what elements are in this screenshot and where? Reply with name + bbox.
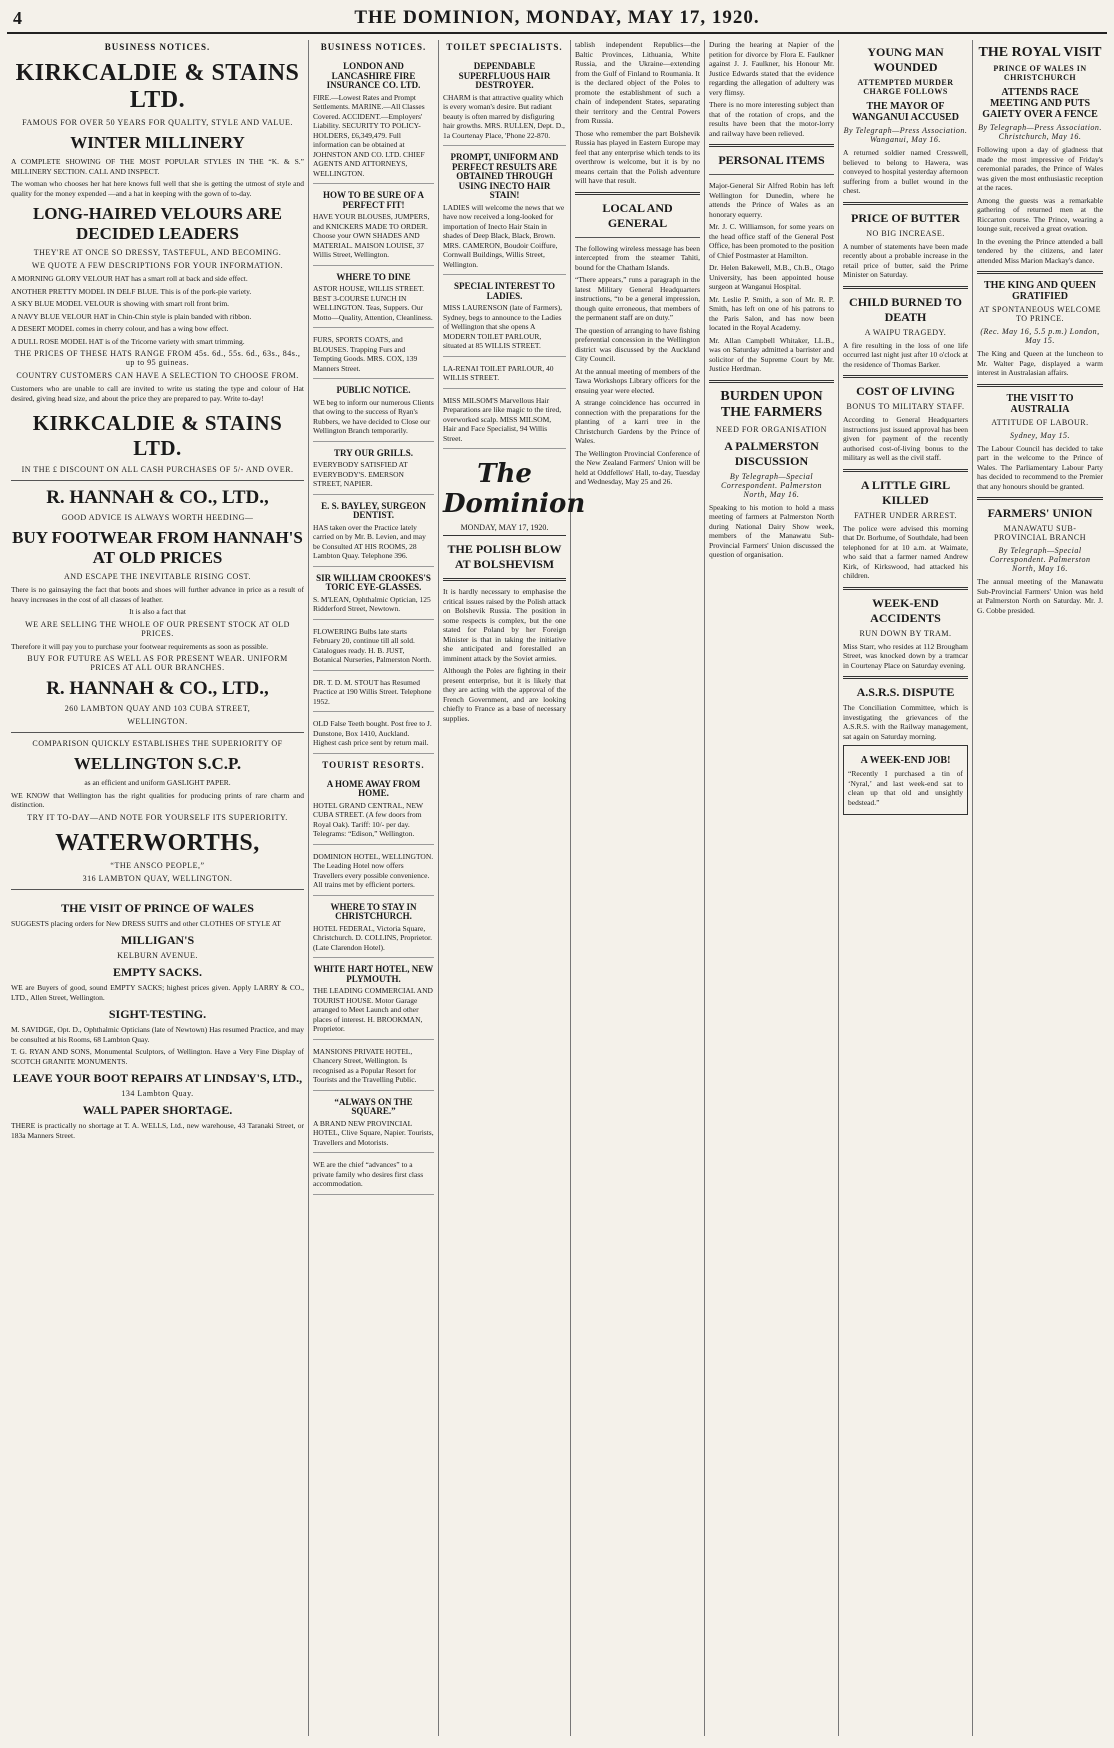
ad-hannah-text: Therefore it will pay you to purchase your footwear requirements as soon as possible.	[11, 641, 269, 651]
ad-hannah-text: There is no gainsaying the fact that boots and shoes will further advance in price as a result of heavy increases in the cost of all classes of leather.	[11, 585, 304, 604]
news-item: During the hearing at Napier of the petition for divorce by Flora E. Faulkner against J. J. Faulkner, his Honour Mr. Justice Edwards stated that the evidence regarding the allegation of adultery was very flimsy.	[709, 40, 834, 97]
ad-text: S. M'LEAN, Ophthalmic Optician, 125 Ridderford Street, Newtown.	[313, 594, 431, 613]
burden-sub: NEED FOR ORGANISATION	[716, 424, 827, 434]
ad-grand-central	[313, 776, 434, 845]
ad-title: WHITE HART HOTEL, NEW PLYMOUTH.	[313, 964, 434, 984]
ad-laurenson	[443, 278, 566, 357]
ad-advances	[313, 1156, 434, 1195]
news-item: Major-General Sir Alfred Robin has left Wellington for Dunedin, where he attends the Prince of Wales as an honorary equerry.	[709, 181, 834, 219]
ad-hannah-city: WELLINGTON.	[127, 717, 188, 726]
ad-blouses	[313, 187, 434, 266]
ad-kirkcaldie-title-2: KIRKCALDIE & STAINS LTD.	[32, 411, 283, 460]
ad-sight-text: M. SAVIDGE, Opt. D., Ophthalmic Opticians (late of Newtown) Has resumed Practice, and may be consulted at his Rooms, 68 Lambton Quay.	[11, 1025, 304, 1044]
column-personal-items	[705, 40, 839, 1736]
girl-heading: A LITTLE GIRL KILLED	[860, 477, 951, 507]
news-item: Mr. J. C. Williamson, for some years on the head office staff of the General Post Office, has been promoted to the position of Chief Postmaster at Hamilton.	[709, 222, 834, 260]
news-item: A strange coincidence has occurred in connection with the preparations for the planting of a karri tree in the Christchurch Gardens by the Prince of Wales.	[575, 398, 700, 445]
editorial-text: It is hardly necessary to emphasise the critical issues raised by the Polish attack on Bolshevik Russia. The position in some respects is complex, but the one stated for Poland by her Foreign Minister is that in taking the initiative she anticipated and forestalled an imminent attack by the Soviet armies.	[443, 587, 566, 663]
newspaper-page	[7, 6, 1107, 1736]
king-heading: THE KING AND QUEEN GRATIFIED	[984, 280, 1096, 302]
ad-dominion-hotel	[313, 848, 434, 896]
ad-text: DR. T. D. M. STOUT has Resumed Practice at 190 Willis Street. Telephone 1952.	[313, 677, 432, 706]
ad-kirkcaldie-country: COUNTRY CUSTOMERS CAN HAVE A SELECTION TO CHOOSE FROM.	[16, 371, 299, 380]
ad-text: ASTOR HOUSE, WILLIS STREET. BEST 3-COURSE LUNCH IN WELLINGTON. Teas, Suppers. Our Motto—Quality, Attention, Cleanliness.	[313, 284, 433, 322]
wounded-sub: ATTEMPTED MURDER CHARGE FOLLOWS	[857, 78, 954, 96]
newspaper-title: THE DOMINION, MONDAY, MAY 17, 1920.	[354, 7, 760, 28]
cost-sub: BONUS TO MILITARY STAFF.	[846, 402, 965, 411]
visit-sub: PRINCE OF WALES IN CHRISTCHURCH	[993, 64, 1087, 82]
news-item: A fire resulting in the loss of one life occurred last night just after 10 o'clock at the residence of Thomas Barker.	[843, 340, 968, 369]
burden-byline: By Telegraph—Special Correspondent. Palmerston North, May 16.	[720, 471, 823, 499]
editorial-text: Those who remember the part Bolshevik Russia has played in Eastern Europe may feel that any enterprise which tends to its overthrow is welcome, but it is by no means certain that the Polish adventure will have that result.	[575, 128, 700, 185]
ad-bulbs	[313, 623, 434, 671]
ad-christchurch	[313, 899, 434, 959]
news-item: Dr. Helen Bakewell, M.B., Ch.B., Otago University, has been appointed house surgeon at Wanganui Hospital.	[709, 263, 834, 291]
list-item: A SKY BLUE MODEL VELOUR is showing with smart roll front brim.	[11, 299, 230, 308]
ad-lindsay-address: 134 Lambton Quay.	[121, 1089, 194, 1098]
ad-title: LONDON AND LANCASHIRE FIRE INSURANCE CO. LTD.	[326, 61, 421, 90]
ad-text: OLD False Teeth bought. Post free to J. Dunstone, Box 1410, Auckland. Highest cash price sent by return mail.	[313, 719, 432, 747]
farmers-byline: By Telegraph—Special Correspondent. Palmerston North, May 16.	[989, 546, 1091, 573]
ad-kirkcaldie-caption: THEY'RE AT ONCE SO DRESSY, TASTEFUL, AND BECOMING.	[33, 248, 282, 257]
news-item: “There appears,” runs a paragraph in the latest Military General Headquarters instructions, “to be a general impression, though quite erroneous, that members of the permanent staff are on duty.”	[575, 275, 700, 322]
local-general-heading: LOCAL AND GENERAL	[602, 200, 673, 230]
ad-napier	[313, 1094, 434, 1154]
news-item: Following upon a day of gladness that made the most impressive of Friday's ceremonial parades, the Prince of Wales was given the most enthusiastic reception at the races.	[977, 145, 1103, 192]
week-sub: RUN DOWN BY TRAM.	[859, 628, 952, 638]
news-item: At the annual meeting of members of the Tawa Workshops Library officers for the ensuing year were elected.	[575, 366, 700, 395]
ad-milligan-text: SUGGESTS placing orders for New DRESS SUITS and other CLOTHES OF STYLE AT	[11, 918, 281, 928]
ad-title: HOW TO BE SURE OF A PERFECT FIT!	[323, 190, 424, 210]
column-business-notices-1	[7, 40, 309, 1736]
ad-ryan-text: T. G. RYAN AND SONS, Monumental Sculptors, of Wellington. Have a Very Fine Display of SCOTCH GRANITE MONUMENTS.	[11, 1047, 304, 1066]
list-item: A MORNING GLORY VELOUR HAT has a smart roll at back and side effect.	[11, 274, 248, 283]
ad-text: “Recently I purchased a tin of ‘Nyral,’ and last week-end sat to clean up that old and unsightly bedstead.”	[848, 769, 963, 807]
visit-heading: THE ROYAL VISIT	[978, 45, 1102, 60]
editorial-text: tablish independent Republics—the Baltic Provinces, Lithuania, White Russia, and the Ukraine—extending from the Gulf of Finland to Roumania. It is the declared object of the Poles to promote the establishment of such a chain of independent States, separating their territory and the Central Powers from Russia.	[575, 40, 700, 125]
news-item: According to General Headquarters instructions just issued approval has been given for payment of the recently authorised cost-of-living bonus to the military as well as the civil staff.	[843, 415, 968, 462]
ad-kirkcaldie-text: A COMPLETE SHOWING OF THE MOST POPULAR STYLES IN THE “K. & S.” MILLINERY SECTION. CALL AND INSPECT.	[11, 157, 304, 176]
ad-hannah-tagline: GOOD ADVICE IS ALWAYS WORTH HEEDING—	[61, 513, 254, 522]
ad-text: HOTEL FEDERAL, Victoria Square, Christchurch. D. COLLINS, Proprietor. (Late Clarendon Hotel).	[313, 923, 432, 952]
section-heading: TOURIST RESORTS.	[322, 759, 425, 770]
ad-eyeglasses	[313, 570, 434, 620]
aus-sub: ATTITUDE OF LABOUR.	[991, 417, 1089, 427]
ad-kirkcaldie-title: KIRKCALDIE & STAINS LTD.	[15, 60, 300, 113]
column-local-general	[571, 40, 705, 1736]
ad-kirkcaldie-caption: WE QUOTE A FEW DESCRIPTIONS FOR YOUR INFORMATION.	[31, 261, 284, 270]
ad-waterworths-tagline: “THE ANSCO PEOPLE,”	[110, 860, 205, 870]
ad-hannah-address: 260 LAMBTON QUAY AND 103 CUBA STREET,	[64, 704, 251, 713]
ad-title: SPECIAL INTEREST TO LADIES.	[453, 281, 556, 301]
ad-scp-caption: TRY IT TO-DAY—AND NOTE FOR YOURSELF ITS SUPERIORITY.	[27, 812, 288, 822]
ad-waterworths-address: 316 LAMBTON QUAY, WELLINGTON.	[82, 873, 233, 883]
ad-text: LA-RENAI TOILET PARLOUR, 40 WILLIS STREET.	[443, 363, 554, 382]
ad-kirkcaldie-prices: THE PRICES OF THESE HATS RANGE FROM 45s. 6d., 55s. 6d., 63s., 84s., up to 95 guineas.	[14, 349, 301, 367]
ad-lindsay-title: LEAVE YOUR BOOT REPAIRS AT LINDSAY'S, LTD.,	[12, 1071, 303, 1085]
ad-title: TRY OUR GRILLS.	[333, 447, 414, 458]
butter-sub: NO BIG INCREASE.	[866, 228, 945, 238]
news-item: Miss Starr, who resides at 112 Brougham Street, was knocked down by a tramcar in Courtenay Place on Saturday evening.	[843, 641, 968, 670]
ad-doctor	[313, 674, 434, 713]
ad-text: A BRAND NEW PROVINCIAL HOTEL, Clive Square, Napier. Tourists, Travellers and Motorists.	[313, 1118, 434, 1147]
news-item: The police were advised this morning that Dr. Borhume, of Southdale, had been telephoned for at 10 a.m. at Waimate, who said that a farmer named Andrew Kirk, of Kirkswood, had attacked his children.	[843, 523, 968, 580]
ad-text: HAS taken over the Practice lately carried on by Mr. B. Levien, and may be Consulted AT HIS ROOMS, 28 Lambton Quay. Telephone 396.	[313, 522, 426, 560]
ad-larenai	[443, 360, 566, 389]
ad-hair-destroyer	[443, 58, 566, 146]
cost-heading: COST OF LIVING	[856, 384, 955, 398]
ad-public-notice	[313, 382, 434, 442]
ad-title: A HOME AWAY FROM HOME.	[326, 778, 421, 798]
ad-text: THE LEADING COMMERCIAL AND TOURIST HOUSE. Motor Garage arranged to Meet Launch and other places of interest. H. BROOKMAN, Proprietor.	[313, 986, 433, 1033]
section-heading: TOILET SPECIALISTS.	[446, 42, 563, 52]
page-header	[7, 6, 1107, 34]
ad-milligan-firm: MILLIGAN'S	[120, 933, 195, 947]
visit-byline: By Telegraph—Press Association. Christchurch, May 16.	[978, 123, 1102, 141]
personal-items-heading: PERSONAL ITEMS	[718, 153, 825, 167]
ad-title: PROMPT, UNIFORM AND PERFECT RESULTS ARE OBTAINED THROUGH USING INECTO HAIR STAIN!	[450, 152, 559, 200]
column-news-1	[839, 40, 973, 1736]
ad-hannah-sub: AND ESCAPE THE INEVITABLE RISING COST.	[64, 572, 251, 581]
news-item: Speaking to his motion to hold a mass meeting of farmers at Palmerston North during National Dairy Show week, members of the Manawatu Sub-Provincial Farmers' Union discussed the question of organisation.	[709, 502, 834, 559]
ad-hannah-caption: WE ARE SELLING THE WHOLE OF OUR PRESENT STOCK AT OLD PRICES.	[25, 619, 290, 638]
ad-text: MANSIONS PRIVATE HOTEL, Chancery Street, Wellington. Is recognised as a Popular Resort for Tourists and the Travelling Public.	[313, 1046, 417, 1084]
ad-text: FLOWERING Bulbs late starts February 20, continue till all sold. Catalogues ready. H. B. JUST, Botanical Nurseries, Palmerston North.	[313, 626, 432, 664]
news-item: A number of statements have been made recently about a probable increase in the retail price of butter, said the Prime Minister on Saturday.	[843, 241, 968, 279]
ad-title: SIR WILLIAM CROOKES'S TORIC EYE-GLASSES.	[316, 572, 431, 592]
ad-scp-tagline: COMPARISON QUICKLY ESTABLISHES THE SUPERIORITY OF	[32, 739, 283, 748]
ad-kirkcaldie-discount: IN THE £ DISCOUNT ON ALL CASH PURCHASES OF 5/- AND OVER.	[21, 465, 294, 474]
ad-wallpaper-title: WALL PAPER SHORTAGE.	[82, 1103, 233, 1117]
ad-text: HOTEL GRAND CENTRAL, NEW CUBA STREET. (A few doors from Royal Oak). Tariff: 10/- per day. Telegrams: “Edison,” Wellington.	[313, 800, 423, 838]
ad-text: FIRE.—Lowest Rates and Prompt Settlements. MARINE.—All Classes Covered. ACCIDENT.—Employers' Liability. SECURITY TO POLICY-HOLDERS, £6,349,479. Full information can be obtained at JOHNSTON AND CO. LTD. CHIEF AGENTS AND ATTORNEYS, WELLINGTON.	[313, 92, 425, 178]
ad-text: HAVE YOUR BLOUSES, JUMPERS, and KNICKERS MADE TO ORDER. Choose your OWN SHADES AND MATERIAL. MAISON LOUISE, 37 Willis Street, Wellington.	[313, 212, 430, 259]
ad-kirkcaldie-text: Customers who are unable to call are invited to write us stating the type and colour of Hat desired, giving head size, and about the price they are prepared to pay. Write to-day!	[11, 384, 304, 403]
week-heading: WEEK-END ACCIDENTS	[870, 595, 941, 625]
news-item: The King and Queen at the luncheon to Mr. Walter Page, displayed a warm interest in Australasian affairs.	[977, 349, 1103, 377]
ad-teeth	[313, 715, 434, 754]
ad-text: MISS MILSOM'S Marvellous Hair Preparations are like magic to the tired, overworked scalp. MISS MILSOM, Hair and Face Specialist, 94 Willis Street.	[443, 395, 562, 443]
ad-mansions	[313, 1043, 434, 1091]
ad-title: “ALWAYS ON THE SQUARE.”	[334, 1096, 413, 1116]
ad-title: WHERE TO STAY IN CHRISTCHURCH.	[330, 901, 417, 921]
list-item: A NAVY BLUE VELOUR HAT in Chin-Chin style is plain banded with ribbon.	[11, 311, 252, 321]
ad-hannah-heading: BUY FOOTWEAR FROM HANNAH'S AT OLD PRICES	[12, 528, 303, 567]
page-number: 4	[13, 8, 22, 28]
section-heading: BUSINESS NOTICES.	[320, 42, 427, 52]
ad-text: LADIES will welcome the news that we have now received a long-looked for importation of Inecto Hair Stain in shades of Deep Black, Black, Brown. MRS. CAMERON, Boudoir Coiffure, Cornwall Buildings, Willis Street, Wellington.	[443, 202, 565, 269]
girl-sub: FATHER UNDER ARREST.	[854, 510, 957, 520]
column-royal-visit	[973, 40, 1107, 1736]
ad-hannah-text: It is also a fact that	[129, 607, 186, 616]
ad-wallpaper-text: THERE is practically no shortage at T. A. WELLS, Ltd., new warehouse, 43 Taranaki Street, or 183a Manners Street.	[11, 1121, 304, 1140]
ad-text: WE are the chief “advances” to a private family who desires first class accommodation.	[313, 1160, 424, 1188]
ad-kirkcaldie-heading: WINTER MILLINERY	[70, 133, 245, 152]
ad-dentist	[313, 498, 434, 567]
list-item: A DULL ROSE MODEL HAT is of the Tricorne variety with smart trimming.	[11, 336, 245, 346]
ad-inecto	[443, 149, 566, 275]
ad-milligan-title: THE VISIT OF PRINCE OF WALES	[61, 900, 254, 915]
ad-title: A WEEK-END JOB!	[860, 755, 951, 766]
ad-sacks-text: WE are Buyers of good, sound EMPTY SACKS; highest prices given. Apply LARRY & CO., LTD., Allen Street, Wellington.	[11, 983, 304, 1002]
list-item: ANOTHER PRETTY MODEL IN DELF BLUE. This is of the pork-pie variety.	[11, 286, 252, 296]
ad-text: MISS LAURENSON (late of Farmers), Sydney, begs to announce to the Ladies of Wellington that she opens A MODERN TOILET PARLOUR, situated at 85 WILLIS STREET.	[443, 303, 562, 350]
wounded-heading: YOUNG MAN WOUNDED	[867, 45, 944, 74]
news-item: The question of arranging to have fishing preferential concession in the Wellington district was discussed by the Auckland City Council.	[575, 325, 700, 363]
ad-text: WE beg to inform our numerous Clients that owing to the success of Ryan's Rubbers, we have decided to Close our Wellington Branch temporarily.	[313, 397, 434, 435]
ad-sight-title: SIGHT-TESTING.	[108, 1007, 207, 1021]
ad-text: CHARM is that attractive quality which is every woman's desire. But radiant beauty is often marred by disfiguring hair growths. MRS. RULLEN, Dept. D., 1a Courtenay Place, 'Phone 22-870.	[443, 92, 565, 140]
ad-waterworths-title: WATERWORTHS,	[55, 829, 260, 856]
editorial-text: Although the Poles are fighting in their present enterprise, but it is likely that they are acting with the approval of the French Government, and are looking chiefly to France as a base of necessary supplies.	[443, 666, 566, 723]
news-item: The Labour Council has decided to take part in the welcome to the Prince of Wales. The Parliamentary Labour Party has decided to recommend to the Premier that any honours should be granted.	[977, 443, 1103, 491]
ad-title: WHERE TO DINE	[336, 271, 411, 282]
farmers-sub: MANAWATU SUB-PROVINCIAL BRANCH	[994, 524, 1086, 542]
ad-text: DOMINION HOTEL, WELLINGTON. The Leading Hotel now offers Travellers every possible convenience. All trains met by efficient porters.	[313, 851, 434, 889]
news-item: The Conciliation Committee, which is investigating the grievances of the A.S.R.S. with the Railway management, sat again on Saturday morning.	[843, 703, 968, 741]
king-sub: AT SPONTANEOUS WELCOME TO PRINCE.	[978, 305, 1102, 323]
butter-heading: PRICE OF BUTTER	[851, 210, 960, 225]
burned-heading: CHILD BURNED TO DEATH	[849, 294, 962, 324]
aus-heading: THE VISIT TO AUSTRALIA	[1006, 392, 1074, 415]
ad-title: E. S. BAYLEY, SURGEON DENTIST.	[321, 500, 426, 520]
ad-sacks-title: EMPTY SACKS.	[113, 965, 202, 979]
ad-hannah-title: R. HANNAH & CO., LTD.,	[46, 487, 269, 508]
burden-subheading: A PALMERSTON DISCUSSION	[724, 438, 819, 468]
ad-scp-title: WELLINGTON S.C.P.	[73, 754, 242, 773]
burden-heading: BURDEN UPON THE FARMERS	[720, 388, 823, 420]
newspaper-nameplate: The Dominion	[443, 459, 586, 519]
ad-scp-text: as an efficient and uniform GASLIGHT PAPER.	[84, 778, 231, 787]
king-byline: (Rec. May 16, 5.5 p.m.) London, May 15.	[980, 327, 1100, 345]
ad-nyral	[843, 745, 968, 815]
ad-dine	[313, 269, 434, 329]
ad-insurance	[313, 58, 434, 184]
news-item: There is no more interesting subject than that of the rotation of crops, and the results have been that the motor-lorry and railway have been relieved.	[709, 100, 834, 138]
ad-kirkcaldie-subheading: LONG-HAIRED VELOURS ARE DECIDED LEADERS	[32, 204, 283, 243]
section-heading: BUSINESS NOTICES.	[104, 42, 211, 52]
editorial-title: THE POLISH BLOW AT BOLSHEVISM	[447, 542, 562, 571]
ad-scp-text: WE KNOW that Wellington has the right qualities for producing prints of rare charm and distinction.	[11, 790, 304, 809]
ad-title: PUBLIC NOTICE.	[336, 385, 411, 395]
visit-subheading: ATTENDS RACE MEETING AND PUTS GAIETY OVER A FENCE	[982, 87, 1098, 120]
column-toilet-editorial	[439, 40, 586, 1736]
ad-furs	[313, 331, 434, 379]
news-item: Mr. Allan Campbell Whitaker, LL.B., was on Saturday admitted a barrister and solicitor of the Supreme Court by Mr. Justice Herdman.	[709, 335, 834, 373]
farmers-heading: FARMERS' UNION	[987, 506, 1093, 520]
news-item: Mr. Leslie P. Smith, a son of Mr. R. P. Smith, has left on one of his patrons to the Paris Salon, and has now been located in the Royal Academy.	[709, 294, 834, 332]
aus-byline: Sydney, May 15.	[1010, 430, 1070, 440]
wounded-byline: By Telegraph—Press Association. Wanganui, May 16.	[843, 126, 968, 144]
ad-title: DEPENDABLE SUPERFLUOUS HAIR DESTROYER.	[458, 61, 551, 90]
news-item: The following wireless message has been intercepted from the steamer Tahiti, bound for the Chatham Islands.	[575, 243, 700, 272]
editorial-date: MONDAY, MAY 17, 1920.	[443, 523, 566, 536]
ad-hannah-caption: BUY FOR FUTURE AS WELL AS FOR PRESENT WEAR. UNIFORM PRICES AT ALL OUR BRANCHES.	[27, 654, 288, 672]
ad-milsom	[443, 392, 566, 450]
news-item: In the evening the Prince attended a ball tendered by the citizens, and later attended Miss Marion Mackay's dance.	[977, 236, 1103, 265]
list-item: A DESERT MODEL comes in cherry colour, and has a wing bow effect.	[11, 324, 229, 333]
news-item: The annual meeting of the Manawatu Sub-Provincial Farmers' Union was held at Palmerston North on Saturday. Mr. J. G. Cobbe presided.	[977, 577, 1103, 615]
wounded-subheading: THE MAYOR OF WANGANUI ACCUSED	[852, 101, 959, 123]
news-item: Among the guests was a remarkable gathering of returned men at the Riccarton course. The Prince, wearing a lounge suit, received a great ovation.	[977, 195, 1103, 233]
ad-text: FURS, SPORTS COATS, and BLOUSES. Trapping Furs and Tempting Goods. MRS. COX, 139 Manners Street.	[313, 335, 418, 373]
ad-kirkcaldie-tagline: FAMOUS FOR OVER 50 YEARS FOR QUALITY, STYLE AND VALUE.	[22, 118, 293, 127]
news-item: The Wellington Provincial Conference of the New Zealand Farmers' Union will be held at Oddfellows' Hall, to-day, Tuesday and Wednesday, May 25 and 26.	[575, 448, 700, 486]
news-item: A returned soldier named Cresswell, believed to belong to Hawera, was conveyed to hospital yesterday afternoon suffering from a bullet wound in the chest.	[843, 148, 968, 195]
ad-milligan-address: KELBURN AVENUE.	[117, 951, 198, 960]
ad-grills	[313, 445, 434, 495]
burned-sub: A WAIPU TRAGEDY.	[864, 327, 947, 337]
column-business-notices-2	[309, 40, 439, 1736]
ad-text: EVERYBODY SATISFIED AT EVERYBODY'S. EMERSON STREET, NAPIER.	[313, 460, 408, 488]
ad-hannah-title-2: R. HANNAH & CO., LTD.,	[46, 678, 269, 699]
ad-white-hart	[313, 961, 434, 1040]
asrs-heading: A.S.R.S. DISPUTE	[856, 685, 955, 699]
ad-kirkcaldie-text: The woman who chooses her hat here knows full well that she is getting the utmost of style and quality for the money expended —and a hat in keeping with the gown of to-day.	[11, 179, 304, 198]
